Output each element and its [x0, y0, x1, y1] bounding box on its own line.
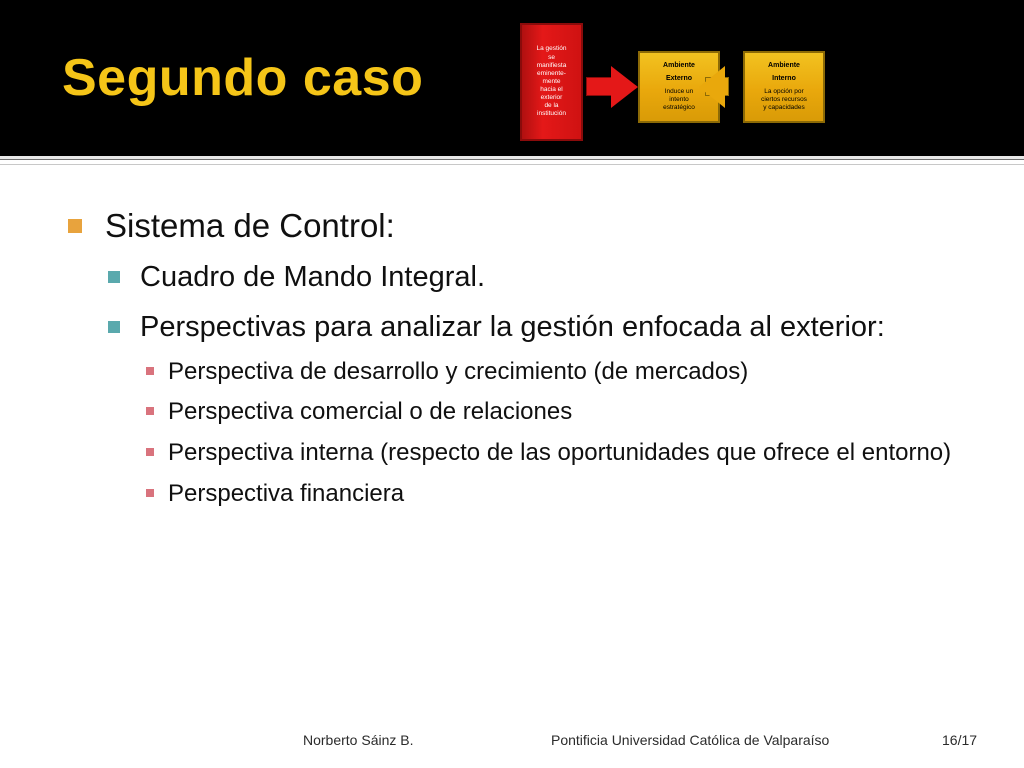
square-bullet-icon — [146, 367, 154, 375]
footer-page-number: 16/17 — [942, 732, 978, 748]
header-divider — [0, 159, 1024, 165]
list-item — [0, 309, 1024, 347]
square-bullet-icon — [68, 219, 82, 233]
list-item-label: Perspectiva interna (respecto de las oportunidades que ofrece el entorno) — [168, 438, 952, 466]
external-box-sub-line-1: Induce un — [664, 87, 694, 95]
red-box-line-6: hacia el — [540, 86, 563, 94]
slide-header — [0, 0, 1024, 159]
arrow-left-icon — [699, 66, 725, 108]
square-bullet-icon — [108, 271, 120, 283]
internal-box-title-line-1: Ambiente — [768, 62, 800, 70]
internal-box-sub-line-1: La opción por — [764, 87, 804, 95]
red-box-line-2: se — [548, 53, 555, 61]
diagram-internal-environment-box — [743, 51, 825, 123]
list-item-label: Perspectiva financiera — [168, 479, 405, 507]
external-box-title-line-1: Ambiente — [663, 62, 695, 70]
red-box-line-3: manifiesta — [536, 61, 567, 69]
bullet-list-level-3 — [0, 356, 1024, 510]
footer-organization: Pontificia Universidad Católica de Valparaíso — [551, 732, 830, 748]
list-item — [0, 396, 1024, 428]
list-item-label: Perspectiva comercial o de relaciones — [168, 398, 573, 426]
red-box-line-7: exterior — [540, 94, 563, 102]
header-diagram — [515, 18, 825, 143]
red-box-line-1: La gestión — [536, 45, 567, 53]
page-title: Segundo caso — [62, 49, 424, 107]
list-item-label: Perspectivas para analizar la gestión enfocada al exterior: — [140, 310, 885, 343]
red-box-line-4: eminente- — [537, 69, 566, 77]
list-item-label: Cuadro de Mando Integral. — [140, 261, 485, 294]
list-item-label: Sistema de Control: — [105, 207, 395, 244]
footer-author: Norberto Sáinz B. — [303, 732, 414, 748]
list-item-label: Perspectiva de desarrollo y crecimiento (de mercados) — [168, 357, 749, 385]
internal-box-sub-line-2: ciertos recursos — [761, 95, 807, 103]
internal-box-sub-line-3: y capacidades — [763, 103, 805, 111]
external-box-sub-line-3: estratégico — [663, 103, 695, 111]
list-item — [0, 205, 1024, 247]
list-item — [0, 437, 1024, 469]
square-bullet-icon — [108, 321, 120, 333]
slide-body — [0, 175, 1024, 509]
red-box-line-9: institución — [537, 110, 566, 118]
diagram-red-box — [520, 23, 583, 141]
arrow-right-icon — [611, 66, 638, 108]
square-bullet-icon — [146, 489, 154, 497]
square-bullet-icon — [146, 407, 154, 415]
square-bullet-icon — [146, 448, 154, 456]
red-box-line-5: mente — [542, 77, 561, 85]
internal-box-title-line-2: Interno — [772, 74, 796, 82]
red-box-line-8: de la — [544, 102, 559, 110]
bullet-list-level-1 — [0, 205, 1024, 247]
list-item — [0, 259, 1024, 297]
bullet-list-level-2 — [0, 259, 1024, 346]
external-box-title-line-2: Externo — [665, 74, 693, 82]
arrow-right-icon-shaft — [586, 77, 614, 96]
slide-footer — [0, 732, 1024, 754]
list-item — [0, 356, 1024, 388]
list-item — [0, 478, 1024, 510]
external-box-sub-line-2: intento — [669, 95, 689, 103]
